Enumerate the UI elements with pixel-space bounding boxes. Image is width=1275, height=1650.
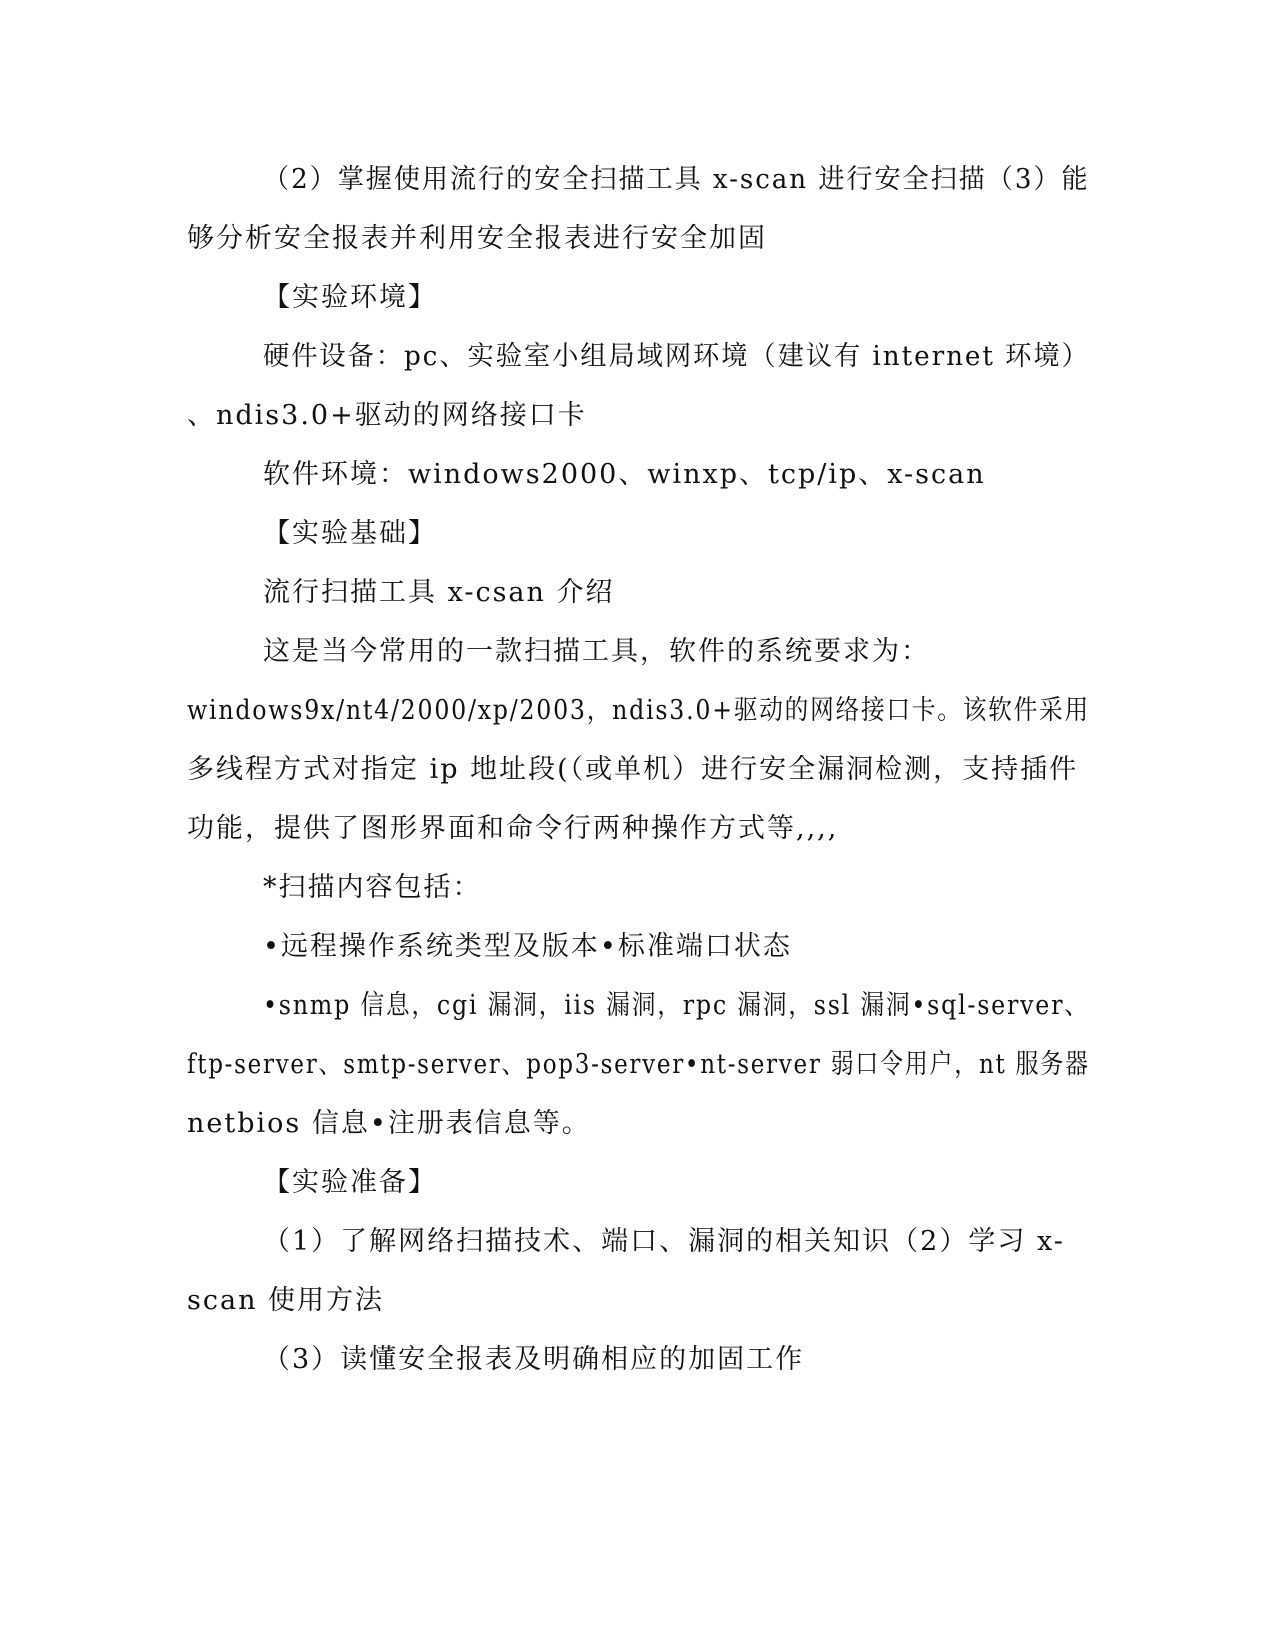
text-line: （3）读懂安全报表及明确相应的加固工作 (263, 1344, 805, 1375)
text-line: •snmp 信息，cgi 漏洞，iis 漏洞，rpc 漏洞，ssl 漏洞•sql-server、 (263, 990, 1090, 1021)
text-line: 流行扫描工具 x-csan 介绍 (263, 577, 615, 608)
text-line: netbios 信息•注册表信息等。 (187, 1108, 591, 1139)
text-line: windows9x/nt4/2000/xp/2003，ndis3.0+驱动的网络接口卡。该软件采用 (187, 695, 1090, 726)
text-line: 这是当今常用的一款扫描工具，软件的系统要求为： (263, 636, 930, 667)
text-line: scan 使用方法 (187, 1285, 385, 1316)
text-line: •远程操作系统类型及版本•标准端口状态 (263, 931, 792, 962)
text-line: （2）掌握使用流行的安全扫描工具 x-scan 进行安全扫描（3）能 (263, 164, 1090, 195)
text-line: 够分析安全报表并利用安全报表进行安全加固 (187, 223, 767, 254)
text-line: 、ndis3.0+驱动的网络接口卡 (187, 400, 587, 431)
text-line: 功能，提供了图形界面和命令行两种操作方式等,,,, (187, 813, 839, 844)
text-line: 多线程方式对指定 ip 地址段(（或单机）进行安全漏洞检测，支持插件 (187, 754, 1079, 785)
section-heading: 【实验基础】 (263, 518, 437, 549)
section-heading: 【实验准备】 (263, 1167, 437, 1198)
text-line: 软件环境：windows2000、winxp、tcp/ip、x-scan (263, 459, 986, 490)
text-line: （1）了解网络扫描技术、端口、漏洞的相关知识（2）学习 x- (263, 1226, 1065, 1257)
text-line: *扫描内容包括： (263, 872, 482, 903)
text-line: ftp-server、smtp-server、pop3-server•nt-server 弱口令用户，nt 服务器 (187, 1049, 1090, 1080)
text-line: 硬件设备：pc、实验室小组局域网环境（建议有 internet 环境） (263, 341, 1090, 372)
section-heading: 【实验环境】 (263, 282, 437, 313)
